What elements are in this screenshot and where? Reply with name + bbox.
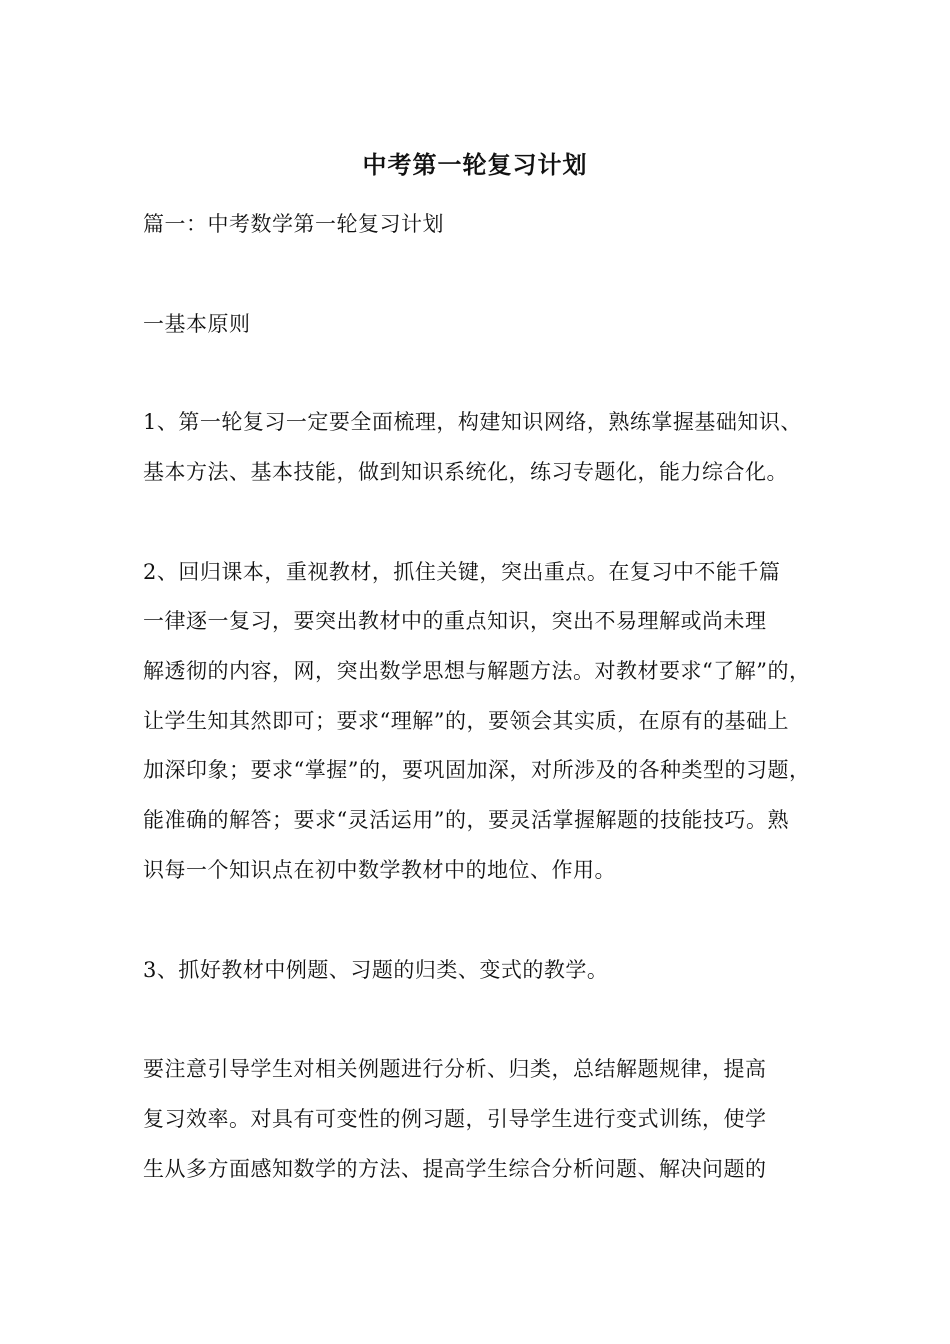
paragraph-line: 3、抓好教材中例题、习题的归类、变式的教学。 xyxy=(143,958,609,982)
paragraph-line: 2、回归课本，重视教材，抓住关键，突出重点。在复习中不能千篇 xyxy=(143,560,781,584)
section-heading: 篇一：中考数学第一轮复习计划 xyxy=(143,212,444,236)
paragraph-line: 生从多方面感知数学的方法、提高学生综合分析问题、解决问题的 xyxy=(143,1157,767,1181)
paragraph-line: 一律逐一复习，要突出教材中的重点知识，突出不易理解或尚未理 xyxy=(143,609,767,633)
paragraph-line: 能准确的解答；要求“灵活运用”的，要灵活掌握解题的技能技巧。熟 xyxy=(143,808,789,832)
paragraph-line: 识每一个知识点在初中数学教材中的地位、作用。 xyxy=(143,858,616,882)
paragraph-line: 基本方法、基本技能，做到知识系统化，练习专题化，能力综合化。 xyxy=(143,460,788,484)
paragraph-line: 解透彻的内容，网，突出数学思想与解题方法。对教材要求“了解”的， xyxy=(143,659,811,683)
subheading: 一基本原则 xyxy=(143,312,251,336)
document-title: 中考第一轮复习计划 xyxy=(362,150,588,179)
paragraph-line: 让学生知其然即可；要求“理解”的，要领会其实质，在原有的基础上 xyxy=(143,709,789,733)
paragraph-line: 1、第一轮复习一定要全面梳理，构建知识网络，熟练掌握基础知识、 xyxy=(143,410,802,434)
paragraph-line: 要注意引导学生对相关例题进行分析、归类，总结解题规律，提高 xyxy=(143,1057,767,1081)
paragraph-line: 加深印象；要求“掌握”的，要巩固加深，对所涉及的各种类型的习题， xyxy=(143,758,811,782)
paragraph-line: 复习效率。对具有可变性的例习题，引导学生进行变式训练，使学 xyxy=(143,1107,767,1131)
